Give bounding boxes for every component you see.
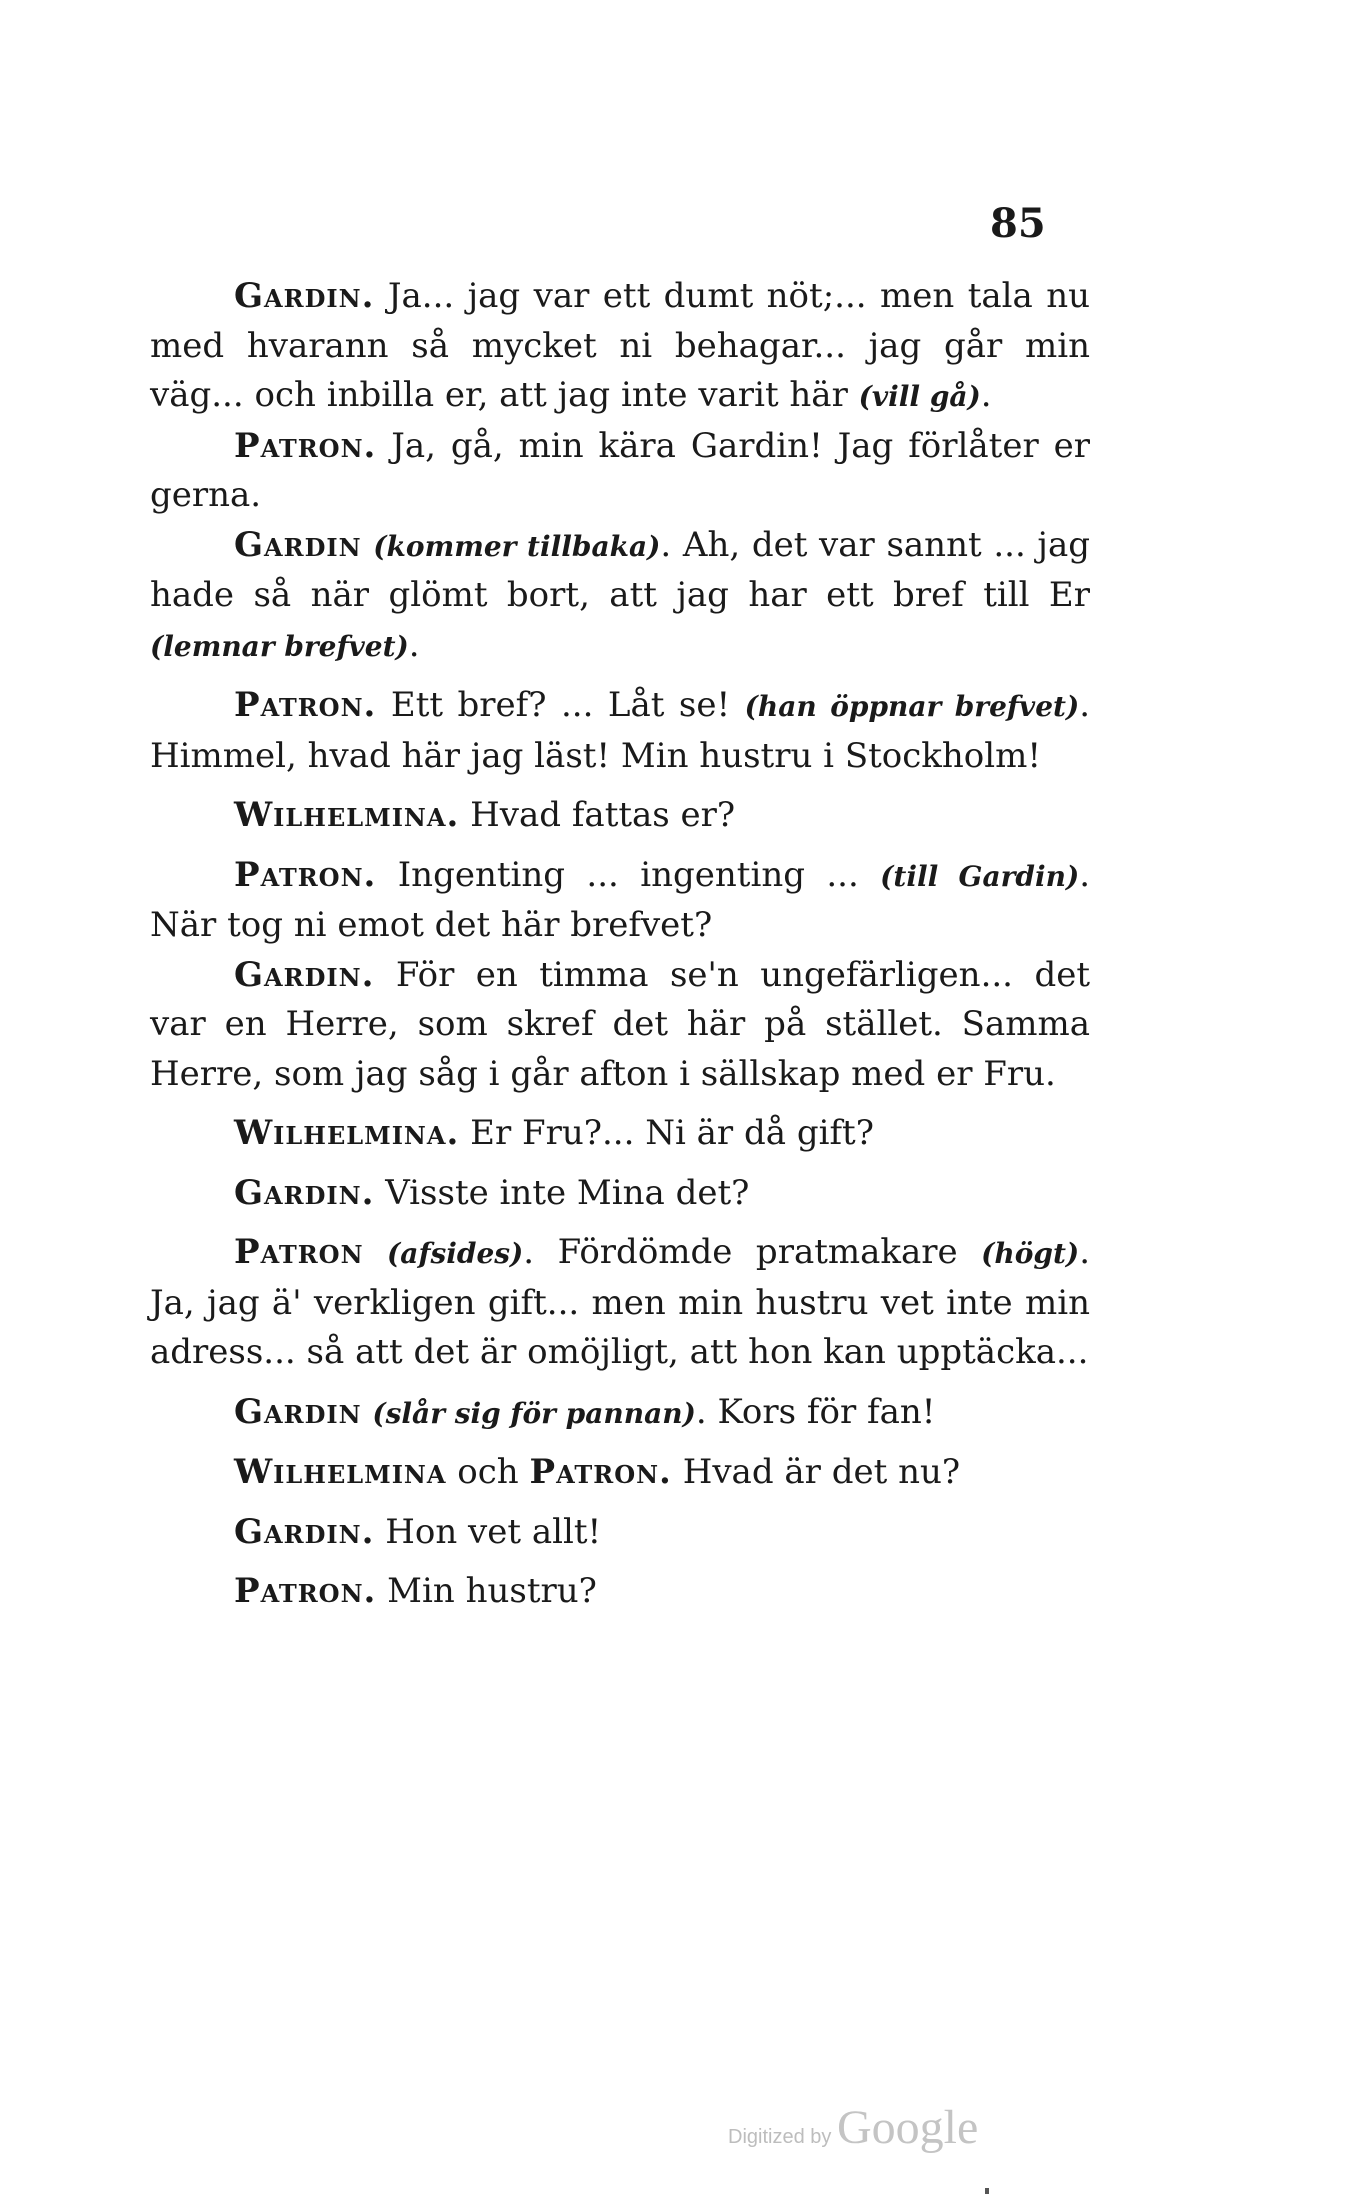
page-number: 85 — [990, 200, 1046, 247]
dialogue-paragraph — [150, 1448, 1090, 1498]
spoken-text: . — [980, 375, 992, 415]
spoken-text: . När tog ni emot det här brefvet? — [150, 854, 1091, 945]
speaker-name: Patron. — [529, 1452, 672, 1492]
spoken-text: Min hustru? — [376, 1571, 597, 1611]
speaker-name: Patron. — [234, 685, 377, 725]
speaker-name: Patron. — [234, 425, 377, 466]
spoken-text: Ingenting ... ingenting ... — [376, 854, 881, 895]
spoken-text: . — [408, 624, 420, 665]
speaker-name: Wilhelmina — [234, 1452, 447, 1492]
dialogue-text — [150, 272, 1090, 1617]
speaker-name: Patron — [234, 1232, 364, 1272]
spoken-text — [362, 1392, 373, 1432]
spoken-text: För en timma se'n ungefärligen... det var en Herre, som skref det här på stället. Samma Herre, som jag såg i går afton i sällskap med er Fru. — [150, 954, 1090, 1094]
stage-direction: (han öppnar brefvet) — [744, 690, 1080, 723]
spoken-text — [362, 525, 374, 565]
spoken-text: . Kors för fan! — [695, 1391, 936, 1432]
spoken-text: och — [446, 1452, 530, 1492]
spoken-text: Ja, gå, min kära Gardin! Jag förlåter er gerna. — [150, 425, 1090, 515]
dialogue-paragraph — [150, 422, 1090, 521]
stage-direction: (till Gardin) — [880, 859, 1080, 893]
speaker-name: Gardin — [234, 524, 362, 565]
stage-direction: (slår sig för pannan) — [372, 1396, 696, 1430]
speaker-name: Gardin. — [234, 1172, 375, 1213]
dialogue-paragraph — [150, 1109, 1090, 1159]
spoken-text: Hvad fattas er? — [459, 795, 736, 835]
stage-direction: (vill gå) — [858, 380, 981, 413]
dialogue-paragraph — [150, 1567, 1090, 1617]
spoken-text: Hon vet allt! — [374, 1511, 602, 1552]
dialogue-paragraph — [150, 272, 1090, 422]
stage-direction: (högt) — [981, 1237, 1080, 1270]
spoken-text: . Ah, det var sannt ... jag hade så när glömt bort, att jag har ett bref till Er — [150, 524, 1091, 615]
spoken-text: . Ja, jag ä' verkligen gift... men min hustru vet inte min adress... så att det är omöjligt, att hon kan upptäcka... — [150, 1232, 1090, 1372]
spoken-text: Hvad är det nu? — [671, 1452, 961, 1492]
speaker-name: Patron. — [234, 854, 377, 895]
spoken-text — [364, 1232, 388, 1272]
dialogue-paragraph — [150, 791, 1090, 841]
dialogue-paragraph — [150, 521, 1090, 672]
speaker-name: Gardin. — [234, 276, 375, 316]
scan-mark — [985, 2188, 989, 2194]
stage-direction: (kommer tillbaka) — [373, 529, 661, 563]
spoken-text: . Fördömde pratmakare — [523, 1232, 982, 1272]
dialogue-paragraph — [150, 951, 1090, 1100]
dialogue-paragraph — [150, 1228, 1090, 1378]
dialogue-paragraph — [150, 681, 1090, 781]
spoken-text: . Himmel, hvad här jag läst! Min hustru i Stockholm! — [150, 685, 1090, 776]
speaker-name: Gardin. — [234, 1511, 375, 1552]
stage-direction: (lemnar brefvet) — [150, 629, 409, 663]
spoken-text: Visste inte Mina det? — [374, 1172, 750, 1213]
watermark-prefix: Digitized by — [728, 2126, 837, 2148]
watermark-brand: Google — [836, 2101, 979, 2154]
speaker-name: Wilhelmina. — [234, 1113, 460, 1153]
digitized-watermark — [728, 2100, 978, 2155]
dialogue-paragraph — [150, 1508, 1090, 1558]
spoken-text: Ja... jag var ett dumt nöt;... men tala nu med hvarann så mycket ni behagar... jag går min väg... och inbilla er, att jag inte varit här — [150, 276, 1090, 415]
dialogue-paragraph — [150, 1169, 1090, 1219]
speaker-name: Gardin — [234, 1391, 362, 1432]
spoken-text: Ett bref? ... Låt se! — [376, 685, 745, 725]
speaker-name: Patron. — [234, 1571, 377, 1611]
dialogue-paragraph — [150, 1388, 1090, 1439]
speaker-name: Gardin. — [234, 954, 375, 995]
spoken-text: Er Fru?... Ni är då gift? — [459, 1113, 874, 1153]
stage-direction: (afsides) — [387, 1237, 524, 1270]
speaker-name: Wilhelmina. — [234, 795, 460, 835]
dialogue-paragraph — [150, 851, 1090, 951]
